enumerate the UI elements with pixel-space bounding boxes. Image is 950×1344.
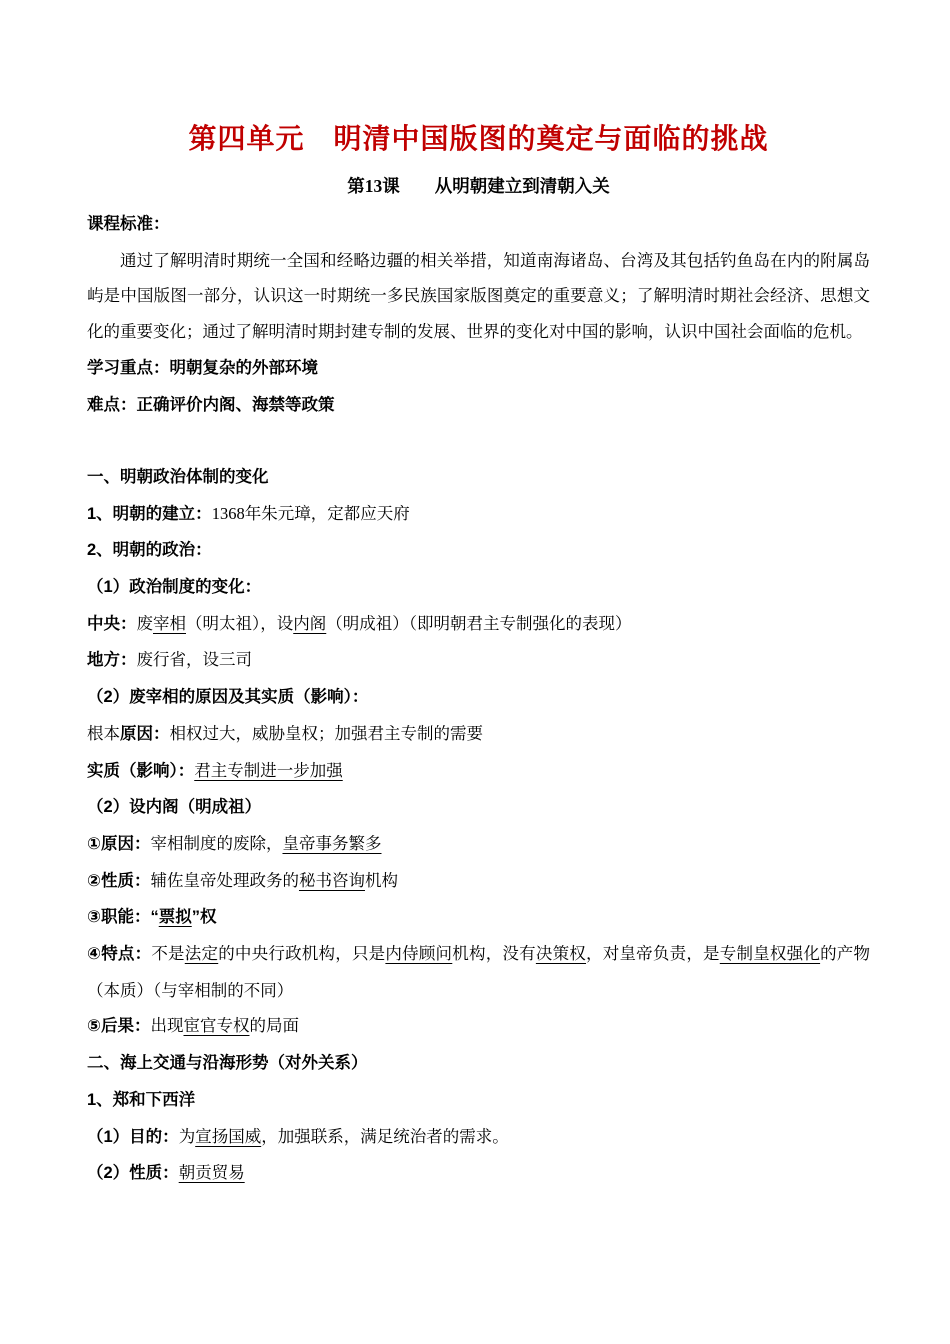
text-segment: 皇帝事务繁多 xyxy=(282,833,382,853)
text-segment: ④特点： xyxy=(87,945,152,964)
paragraph xyxy=(87,496,870,533)
text-segment: （2）设内阁（明成祖） xyxy=(87,798,262,817)
text-segment: 辅佐皇帝处理政务的 xyxy=(150,870,299,890)
text-segment: 为 xyxy=(178,1126,196,1146)
text-segment: 秘书咨询 xyxy=(298,870,365,890)
paragraph xyxy=(87,459,870,496)
lesson-title: 第13课 从明朝建立到清朝入关 xyxy=(347,176,610,196)
text-segment: （2）废宰相的原因及其实质（影响）： xyxy=(87,688,369,707)
text-segment: 中央： xyxy=(87,614,137,633)
text-segment: 废 xyxy=(136,613,153,633)
text-segment: 宰相制度的废除， xyxy=(150,833,283,853)
paragraph xyxy=(87,206,870,243)
text-segment: 宦官专权 xyxy=(183,1016,250,1036)
text-segment: 票拟 xyxy=(158,908,192,927)
text-segment: 内阁 xyxy=(293,613,327,633)
text-segment: 不是 xyxy=(151,944,185,964)
text-segment: 一、明朝政治体制的变化 xyxy=(87,467,269,486)
document-body xyxy=(87,206,870,1192)
paragraph xyxy=(87,679,870,716)
text-segment: 相权过大，威胁皇权；加强君主专制的需要 xyxy=(169,723,483,743)
paragraph xyxy=(87,606,870,643)
text-segment: 学习重点：明朝复杂的外部环境 xyxy=(87,358,318,377)
text-segment: 根本 xyxy=(87,723,120,743)
text-segment: ③职能：“ xyxy=(87,908,159,927)
paragraph xyxy=(87,243,870,350)
blank-line xyxy=(87,423,870,459)
paragraph xyxy=(87,1082,870,1119)
text-segment: ①原因： xyxy=(87,834,151,853)
text-segment: 宰相 xyxy=(153,613,186,633)
paragraph xyxy=(87,1045,870,1082)
paragraph xyxy=(87,1119,870,1156)
text-segment: 废行省，设三司 xyxy=(136,650,252,670)
text-segment: （2）性质： xyxy=(87,1164,179,1183)
paragraph xyxy=(87,716,870,753)
text-segment: 出现 xyxy=(150,1016,184,1036)
paragraph xyxy=(87,642,870,679)
text-segment: 实质（影响）： xyxy=(87,761,195,780)
paragraph xyxy=(87,1008,870,1045)
text-segment: 机构，没有 xyxy=(452,944,536,964)
paragraph xyxy=(87,899,870,936)
text-segment: 朝贡贸易 xyxy=(178,1163,245,1183)
text-segment: 专制皇权强化 xyxy=(719,944,821,964)
text-segment: （明太祖），设 xyxy=(186,613,294,633)
text-segment: 的局面 xyxy=(249,1016,299,1036)
text-segment: 宣扬国威 xyxy=(195,1126,262,1146)
text-segment: 课程标准： xyxy=(87,215,170,233)
text-segment: 法定 xyxy=(184,944,219,964)
paragraph xyxy=(87,863,870,900)
text-segment: （1）目的： xyxy=(87,1127,179,1146)
text-segment: 原因： xyxy=(120,724,170,743)
paragraph xyxy=(87,936,870,1008)
text-segment: 二、海上交通与沿海形势（对外关系） xyxy=(87,1054,368,1073)
paragraph xyxy=(87,569,870,606)
paragraph xyxy=(87,826,870,863)
text-segment: 内侍顾问 xyxy=(385,944,453,964)
text-segment: 君主专制进一步加强 xyxy=(194,760,343,780)
text-segment: 2、明朝的政治： xyxy=(87,541,212,560)
text-segment: 的产物（本质）（与宰相制的不同） xyxy=(87,944,871,1000)
unit-title: 第四单元 明清中国版图的奠定与面临的挑战 xyxy=(188,123,769,154)
text-segment: ②性质： xyxy=(87,871,151,890)
text-segment: 的中央行政机构，只是 xyxy=(218,944,386,964)
paragraph xyxy=(87,789,870,826)
text-segment: 地方： xyxy=(87,651,137,670)
paragraph xyxy=(87,753,870,790)
text-segment: 1368年朱元璋，定都应天府 xyxy=(211,503,410,523)
paragraph xyxy=(87,350,870,387)
text-segment: （明成祖）（即明朝君主专制强化的表现） xyxy=(326,613,632,633)
paragraph xyxy=(87,387,870,424)
text-segment: （1）政治制度的变化： xyxy=(87,578,262,597)
text-segment: ”权 xyxy=(191,908,217,927)
text-segment: 1、明朝的建立： xyxy=(87,504,212,523)
text-segment: 1、郑和下西洋 xyxy=(87,1090,196,1109)
text-segment: 难点：正确评价内阁、海禁等政策 xyxy=(87,395,335,414)
text-segment: 决策权 xyxy=(535,944,587,964)
text-segment: ⑤后果： xyxy=(87,1017,151,1036)
text-segment: 通过了解明清时期统一全国和经略边疆的相关举措，知道南海诸岛、台湾及其包括钓鱼岛在内的附属岛屿是中国版图一部分，认识这一时期统一多民族国家版图奠定的重要意义；了解明清时期社会经济、思想文化的重要变化；通过了解明清时期封建专制的发展、世界的变化对中国的影响，认识中国社会面临的危机。 xyxy=(87,250,870,342)
paragraph xyxy=(87,1155,870,1192)
text-segment: ，对皇帝负责，是 xyxy=(586,944,720,964)
text-segment: 机构 xyxy=(364,870,398,890)
text-segment: ，加强联系，满足统治者的需求。 xyxy=(261,1126,509,1146)
paragraph xyxy=(87,532,870,569)
